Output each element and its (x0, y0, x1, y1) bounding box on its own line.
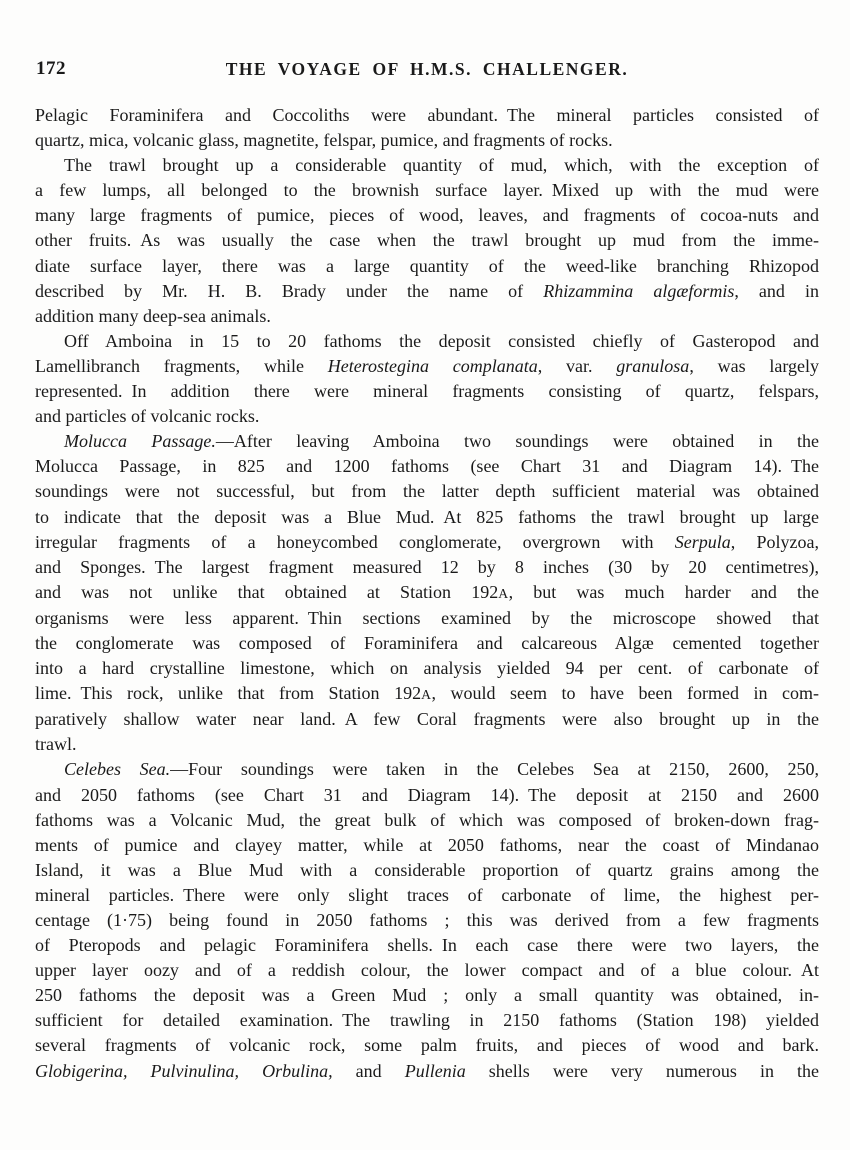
text-line: centage (1·75) being found in 2050 fathoms ; this was derived from a few fragments (35, 910, 819, 930)
text-line: Globigerina, Pulvinulina, Orbulina, and Pullenia shells were very numerous in the (35, 1060, 819, 1081)
text-line: the conglomerate was composed of Foraminifera and calcareous Algæ cemented together (35, 632, 819, 653)
paragraph (35, 329, 819, 429)
text-line: into a hard crystalline limestone, which on analysis yielded 94 per cent. of carbonate of (35, 658, 819, 679)
text-line: irregular fragments of a honeycombed conglomerate, overgrown with Serpula, Polyzoa, (35, 531, 819, 552)
text-line: The trawl brought up a considerable quantity of mud, which, with the exception of (64, 155, 819, 176)
text-line: Celebes Sea.—Four soundings were taken in the Celebes Sea at 2150, 2600, 250, (64, 759, 820, 780)
paragraph (35, 757, 819, 1083)
text-line: several fragments of volcanic rock, some palm fruits, and pieces of wood and bark. (35, 1035, 819, 1056)
italic-text: Molucca Passage. (64, 431, 216, 452)
small-cap-text: A (421, 687, 432, 703)
text-line: 250 fathoms the deposit was a Green Mud ; only a small quantity was obtained, in- (35, 985, 819, 1006)
text-line: quartz, mica, volcanic glass, magnetite, felspar, pumice, and fragments of rocks. (35, 130, 613, 151)
page-body (35, 103, 819, 1084)
text-line: diate surface layer, there was a large quantity of the weed-like branching Rhizopod (35, 255, 819, 276)
text-line: and 2050 fathoms (see Chart 31 and Diagram 14). The deposit at 2150 and 2600 (35, 784, 819, 805)
text-line: represented. In addition there were mineral fragments consisting of quartz, felspars, (35, 381, 819, 402)
text-line: to indicate that the deposit was a Blue Mud. At 825 fathoms the trawl brought up large (35, 506, 819, 527)
paragraph (35, 153, 819, 329)
text-line: and particles of volcanic rocks. (35, 406, 260, 427)
italic-text: Rhizammina algæformis (543, 280, 735, 301)
small-cap-text: A (498, 585, 509, 601)
running-title: THE VOYAGE OF H.M.S. CHALLENGER. (225, 59, 629, 79)
text-line: addition many deep-sea animals. (35, 305, 271, 326)
text-line: and Sponges. The largest fragment measured 12 by 8 inches (30 by 20 centimetres), (35, 556, 819, 577)
paragraph (35, 429, 819, 757)
italic-text: Pullenia (404, 1060, 466, 1081)
italic-text: Serpula (674, 531, 731, 552)
text-line: organisms were less apparent. Thin sections examined by the microscope showed that (35, 607, 819, 628)
text-line: Molucca Passage, in 825 and 1200 fathoms (see Chart 31 and Diagram 14). The (35, 456, 819, 477)
italic-text: Celebes Sea. (64, 759, 171, 780)
text-line: Off Amboina in 15 to 20 fathoms the deposit consisted chiefly of Gasteropod and (64, 330, 819, 351)
italic-text: Globigerina, Pulvinulina, Orbulina, (35, 1060, 333, 1081)
page-header (36, 58, 818, 86)
page-number: 172 (36, 58, 66, 79)
text-line: ments of pumice and clayey matter, while at 2050 fathoms, near the coast of Mindanao (35, 834, 819, 855)
italic-text: Heterostegina complanata (327, 355, 538, 376)
text-line: a few lumps, all belonged to the brownish surface layer. Mixed up with the mud were (35, 180, 819, 201)
text-line: Pelagic Foraminifera and Coccoliths were abundant. The mineral particles consisted of (35, 105, 819, 125)
text-line: Island, it was a Blue Mud with a considerable proportion of quartz grains among the (35, 859, 819, 880)
text-line: soundings were not successful, but from the latter depth sufficient material was obtained (35, 481, 819, 502)
text-line: Lamellibranch fragments, while Heterostegina complanata, var. granulosa, was largely (35, 355, 819, 376)
text-line: Molucca Passage.—After leaving Amboina two soundings were obtained in the (64, 431, 819, 452)
text-line: lime. This rock, unlike that from Station 192A, would seem to have been formed in com- (35, 683, 820, 704)
text-line: mineral particles. There were only slight traces of carbonate of lime, the highest per- (35, 884, 819, 905)
text-line: trawl. (35, 734, 77, 755)
text-line: described by Mr. H. B. Brady under the name of Rhizammina algæformis, and in (35, 280, 819, 301)
italic-text: granulosa (616, 355, 690, 376)
text-line: many large fragments of pumice, pieces of wood, leaves, and fragments of cocoa-nuts and (35, 205, 819, 226)
paragraph (35, 103, 819, 153)
text-line: sufficient for detailed examination. The trawling in 2150 fathoms (Station 198) yielded (35, 1010, 819, 1031)
text-line: and was not unlike that obtained at Station 192A, but was much harder and the (35, 581, 819, 602)
text-line: other fruits. As was usually the case when the trawl brought up mud from the imme- (35, 230, 819, 251)
text-line: upper layer oozy and of a reddish colour, the lower compact and of a blue colour. At (35, 960, 819, 981)
text-line: fathoms was a Volcanic Mud, the great bulk of which was composed of broken-down frag- (35, 809, 819, 830)
text-line: of Pteropods and pelagic Foraminifera shells. In each case there were two layers, the (35, 935, 819, 956)
text-line: paratively shallow water near land. A few Coral fragments were also brought up in the (35, 709, 819, 730)
